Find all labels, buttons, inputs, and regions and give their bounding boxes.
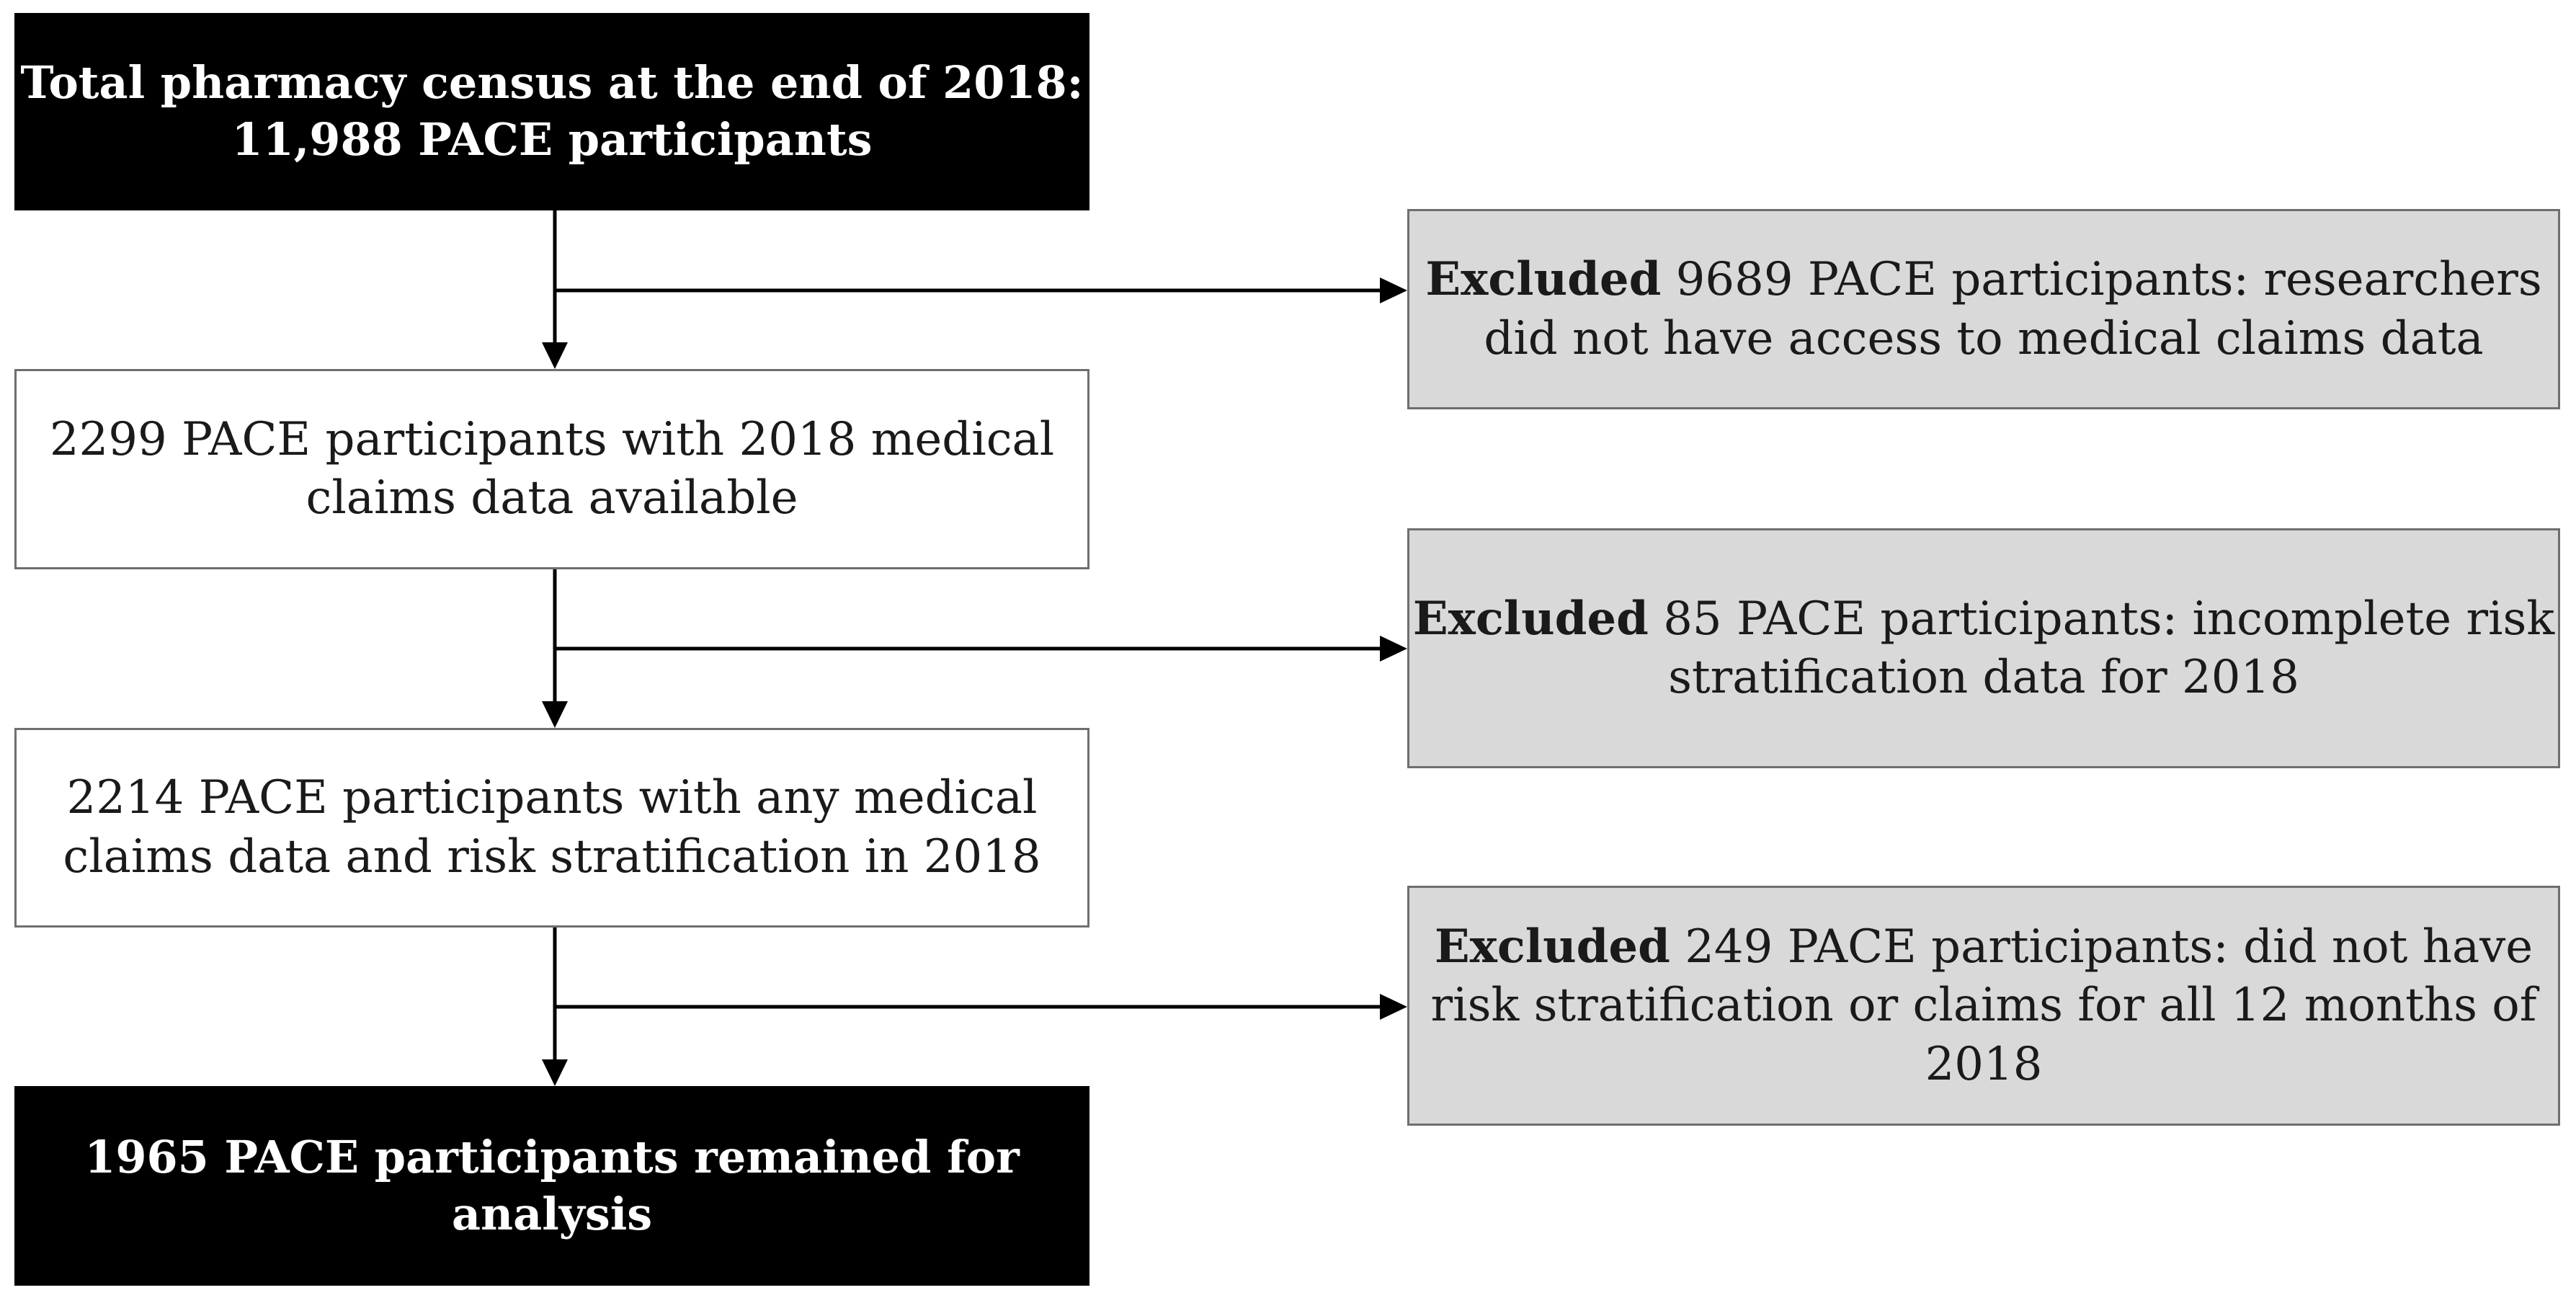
step-medical-claims-line-2: claims data available: [306, 471, 798, 525]
arrowhead-exclusion-3: [1380, 994, 1407, 1020]
exclusion-1-line-2: did not have access to medical claims data: [1484, 311, 2484, 365]
exclusion-missing-12-months: [1407, 886, 2560, 1126]
step-remained-line-1: 1965 PACE participants remained for: [84, 1130, 1020, 1183]
arrowhead-step3: [542, 701, 568, 728]
step-remained-for-analysis: [14, 1086, 1089, 1286]
exclusion-1-label: Excluded: [1425, 252, 1662, 307]
exclusion-2-line-2: stratification data for 2018: [1668, 651, 2299, 704]
exclusion-incomplete-risk-stratification: [1407, 528, 2560, 768]
exclusion-3-line-3: 2018: [1925, 1037, 2043, 1091]
step-total-census-line-1: Total pharmacy census at the end of 2018:: [20, 56, 1084, 110]
exclusion-3-line-1-text: 249 PACE participants: did not have: [1670, 920, 2533, 974]
exclusion-1-line-1-text: 9689 PACE participants: researchers: [1661, 253, 2542, 307]
step-claims-and-risk-stratification: [14, 728, 1089, 928]
exclusion-1-line-1: [1425, 250, 2541, 309]
step-total-census: [14, 13, 1089, 210]
arrowhead-step2: [542, 342, 568, 369]
exclusion-3-label: Excluded: [1434, 920, 1670, 974]
exclusion-2-label: Excluded: [1412, 591, 1649, 646]
exclusion-3-line-2: risk stratification or claims for all 12 months of: [1430, 979, 2537, 1033]
exclusion-3-line-1: [1435, 917, 2533, 977]
arrowhead-exclusion-1: [1380, 277, 1407, 303]
step-medical-claims-line-1: 2299 PACE participants with 2018 medical: [49, 412, 1055, 466]
step-medical-claims-available: [14, 369, 1089, 569]
step-total-census-line-2: 11,988 PACE participants: [231, 113, 873, 166]
exclusion-2-line-1: [1413, 590, 2554, 649]
step-remained-line-2: analysis: [451, 1187, 653, 1240]
exclusion-2-line-1-text: 85 PACE participants: incomplete risk: [1648, 592, 2555, 646]
exclusion-no-claims-access: [1407, 209, 2560, 409]
step-claims-risk-line-1: 2214 PACE participants with any medical: [66, 771, 1038, 825]
arrowhead-exclusion-2: [1380, 636, 1407, 662]
arrowhead-step4: [542, 1059, 568, 1086]
step-claims-risk-line-2: claims data and risk stratification in 2018: [63, 830, 1041, 884]
